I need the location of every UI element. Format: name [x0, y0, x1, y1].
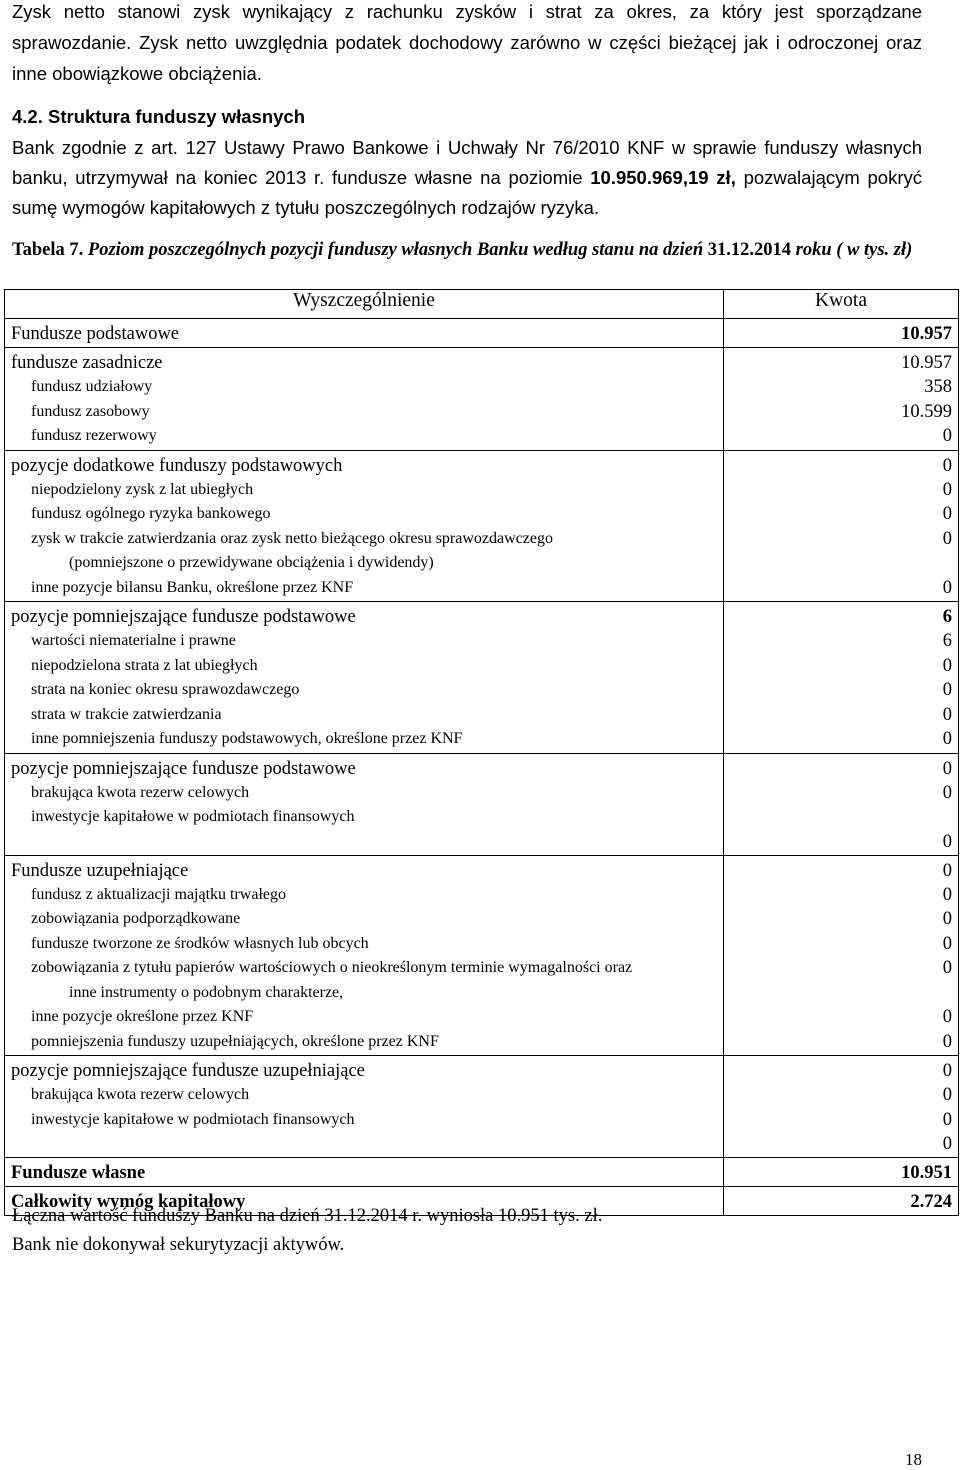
item-label: inwestycje kapitałowe w podmiotach finansowych: [31, 1110, 355, 1128]
table-row: [5, 450, 959, 602]
item-label: fundusz zasobowy: [31, 402, 150, 420]
item-cell: [5, 602, 724, 754]
item-label: fundusz ogólnego ryzyka bankowego: [31, 505, 271, 522]
item-amount: [724, 805, 958, 830]
table-caption-label: Tabela 7.: [12, 240, 88, 260]
item-label: Fundusze podstawowe: [11, 324, 180, 344]
table-caption-unit: roku ( w tys. zł): [791, 240, 913, 260]
item-label: Całkowity wymóg kapitałowy: [11, 1192, 246, 1212]
item-label: Fundusze własne: [11, 1163, 146, 1183]
item-amount: 0: [942, 831, 952, 852]
intro-paragraph: Zysk netto stanowi zysk wynikający z rachunku zysków i strat za okres, za który jest sporządzane sprawozdanie. Zysk netto uwzględnia podatek dochodowy zarówno w części bieżącej jak i odroczonej oraz inne obowiązkowe obciążenia.: [12, 1, 922, 84]
item-amount: 6: [942, 607, 952, 627]
item-label: niepodzielony zysk z lat ubiegłych: [31, 480, 254, 498]
item-label: fundusz z aktualizacji majątku trwałego: [31, 885, 287, 903]
item-amount: 10.951: [901, 1163, 952, 1183]
footer-total-note: Łączna wartość funduszy Banku na dzień 31.12.2014 r. wyniosła 10.951 tys. zł.: [12, 1206, 603, 1226]
item-amount: 0: [942, 884, 952, 905]
item-amount: 6: [942, 631, 952, 651]
item-cell: [5, 753, 724, 855]
item-label: (pomniejszone o przewidywane obciążenia i dywidendy): [69, 554, 434, 571]
item-amount: 0: [942, 704, 952, 725]
item-label: fundusz rezerwowy: [31, 427, 157, 444]
item-amount: 0: [942, 1134, 952, 1154]
item-cell: [5, 855, 724, 1056]
item-label: zobowiązania podporządkowane: [31, 910, 241, 927]
amount-cell: [724, 1056, 959, 1158]
own-funds-table: [4, 289, 959, 1216]
item-amount: 0: [942, 782, 952, 803]
item-cell: [5, 1158, 724, 1187]
item-label: zobowiązania z tytułu papierów wartościowych o nieokreślonym terminie wymagalności oraz: [31, 959, 633, 976]
table-caption-date: 31.12.2014: [707, 240, 792, 260]
item-amount: 0: [942, 1031, 952, 1052]
footer-securitization-note: Bank nie dokonywał sekurytyzacji aktywów.: [12, 1235, 345, 1255]
item-label: inne pozycje bilansu Banku, określone przez KNF: [31, 578, 354, 596]
table-caption-title: Poziom poszczególnych pozycji funduszy własnych Banku według stanu na dzień: [87, 240, 704, 260]
item-amount: 0: [942, 933, 952, 954]
table-header-row: [5, 290, 959, 319]
item-label: pozycje pomniejszające fundusze uzupełniające: [11, 1061, 365, 1081]
item-amount: 0: [942, 1061, 952, 1081]
item-amount: [724, 551, 958, 576]
item-label: pozycje pomniejszające fundusze podstawowe: [11, 758, 356, 779]
item-label: inne pomniejszenia funduszy podstawowych, określone przez KNF: [31, 730, 463, 747]
amount-cell: [724, 319, 959, 348]
item-amount: 10.957: [901, 353, 952, 373]
item-cell: [5, 319, 724, 348]
item-label: fundusze zasadnicze: [11, 353, 163, 373]
item-amount: 0: [942, 577, 952, 598]
item-amount: 0: [942, 426, 952, 446]
table-row: [5, 602, 959, 754]
item-label: strata w trakcie zatwierdzania: [31, 705, 222, 723]
item-amount: 0: [942, 504, 952, 524]
item-label: fundusze tworzone ze środków własnych lub obcych: [31, 934, 369, 952]
item-label: pozycje pomniejszające fundusze podstawowe: [11, 607, 356, 627]
item-amount: 10.599: [901, 401, 952, 422]
page-number: 18: [905, 1450, 922, 1469]
section-paragraph: [12, 133, 922, 223]
amount-cell: [724, 450, 959, 602]
item-label: zysk w trakcie zatwierdzania oraz zysk netto bieżącego okresu sprawozdawczego: [31, 529, 553, 547]
table-row: [5, 855, 959, 1056]
item-amount: 0: [942, 758, 952, 779]
table-row: [5, 1158, 959, 1187]
item-label: [5, 830, 723, 854]
item-cell: [5, 348, 724, 451]
item-label: inne pozycje określone przez KNF: [31, 1008, 254, 1025]
item-label: brakująca kwota rezerw celowych: [31, 1086, 250, 1103]
item-label: strata na koniec okresu sprawozdawczego: [31, 681, 300, 698]
table-caption: [12, 238, 922, 263]
amount-cell: [724, 753, 959, 855]
item-label: [5, 1132, 723, 1156]
item-cell: [5, 1056, 724, 1158]
item-amount: 10.957: [901, 324, 952, 344]
item-label: Fundusze uzupełniające: [11, 860, 189, 881]
item-label: pozycje dodatkowe funduszy podstawowych: [11, 455, 343, 476]
header-item: Wyszczególnienie: [5, 290, 724, 319]
item-amount: 2.724: [910, 1192, 952, 1212]
own-funds-amount: 10.950.969,19 zł,: [590, 167, 736, 188]
item-amount: 0: [942, 909, 952, 929]
item-amount: 0: [942, 680, 952, 700]
item-label: wartości niematerialne i prawne: [31, 632, 236, 649]
section-paragraph-text: Bank zgodnie z art. 127 Ustawy Prawo Bankowe i Uchwały Nr 76/2010 KNF w sprawie funduszy własnych banku, utrzymywał na koniec 2013 r. fundusze własne na poziomie: [12, 137, 922, 188]
item-amount: 0: [942, 655, 952, 676]
item-label: niepodzielona strata z lat ubiegłych: [31, 656, 258, 674]
item-amount: 0: [942, 528, 952, 549]
item-amount: 358: [924, 377, 952, 397]
table-row: [5, 753, 959, 855]
item-amount: 0: [942, 455, 952, 476]
item-amount: [724, 981, 958, 1006]
item-label: pomniejszenia funduszy uzupełniających, określone przez KNF: [31, 1032, 439, 1050]
table-row: [5, 1056, 959, 1158]
item-label: fundusz udziałowy: [31, 378, 153, 395]
item-cell: [5, 450, 724, 602]
amount-cell: [724, 602, 959, 754]
section-heading: 4.2. Struktura funduszy własnych: [12, 106, 305, 127]
item-amount: 0: [942, 729, 952, 749]
item-amount: 0: [942, 958, 952, 978]
amount-cell: [724, 1187, 959, 1216]
item-label: brakująca kwota rezerw celowych: [31, 783, 250, 801]
amount-cell: [724, 1158, 959, 1187]
item-amount: 0: [942, 1109, 952, 1130]
section-paragraph-tail: pozwalającym pokryć sumę wymogów kapitałowych z tytułu poszczególnych rodzajów ryzyka.: [12, 167, 923, 218]
amount-cell: [724, 348, 959, 451]
table-row: [5, 348, 959, 451]
header-amount: Kwota: [724, 290, 959, 319]
table-row: [5, 319, 959, 348]
item-amount: 0: [942, 1007, 952, 1027]
item-label: inwestycje kapitałowe w podmiotach finansowych: [31, 808, 355, 825]
amount-cell: [724, 855, 959, 1056]
item-amount: 0: [942, 1085, 952, 1105]
item-label: inne instrumenty o podobnym charakterze,: [69, 983, 344, 1001]
item-amount: 0: [942, 860, 952, 881]
item-amount: 0: [942, 479, 952, 500]
